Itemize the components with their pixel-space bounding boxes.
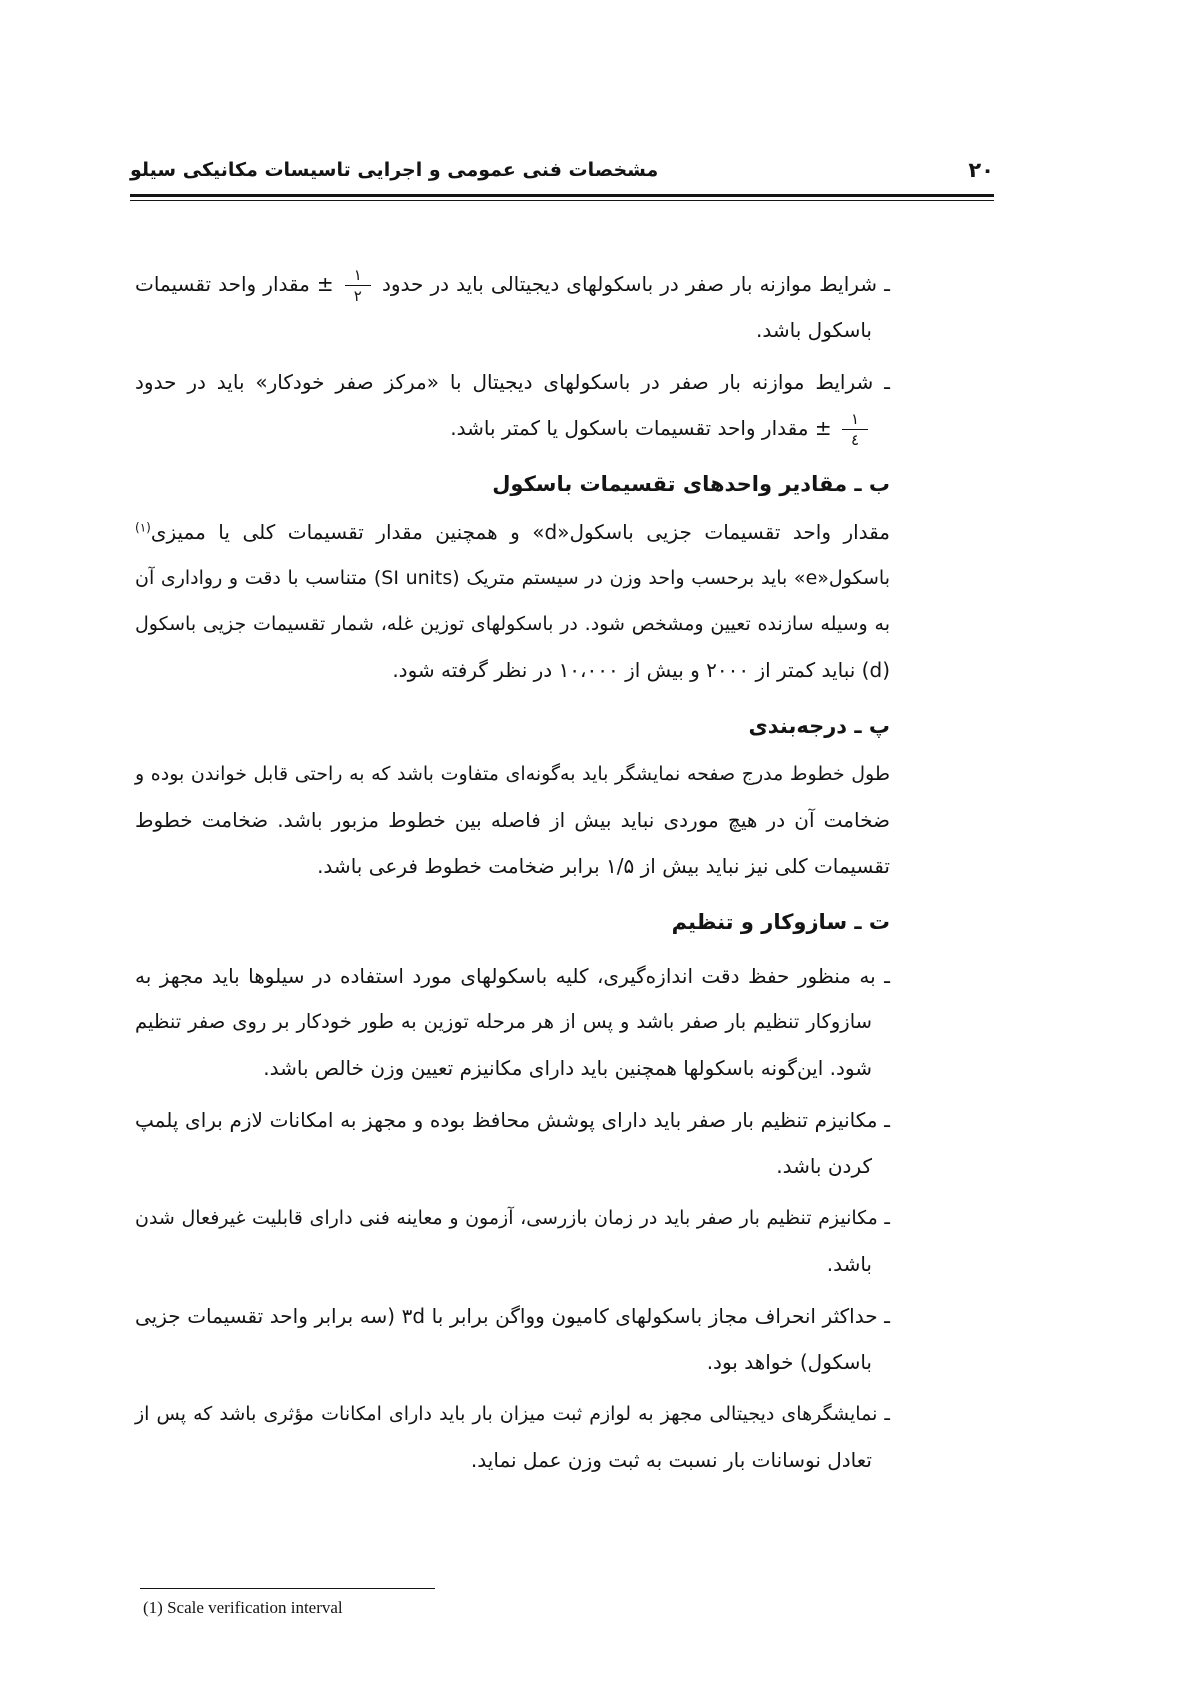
text-line: کردن باشد. (776, 1154, 872, 1178)
footnote-rule (140, 1588, 435, 1589)
line-text: ± مقدار واحد تقسیمات (135, 272, 334, 296)
text-line: باسکول) خواهد بود. (706, 1350, 872, 1374)
list-item (135, 1391, 890, 1483)
line-text: ± مقدار واحد تقسیمات باسکول یا کمتر باشد. (450, 416, 832, 440)
text-line: ـ حداکثر انحراف مجاز باسکولهای کامیون وواگن برابر با ۳d (سه برابر واحد تقسیمات جزیی (135, 1304, 890, 1328)
text-line: ـ نمایشگرهای دیجیتالی مجهز به لوازم ثبت میزان بار باید دارای امکانات مؤثری باشد که پس از (135, 1403, 890, 1425)
fraction-denominator: ٤ (850, 431, 859, 449)
list-item (135, 1195, 890, 1287)
fraction-numerator: ۱ (345, 267, 371, 287)
fraction (842, 411, 868, 449)
footnote-text: (1) Scale verification interval (143, 1598, 343, 1617)
list-item (135, 1293, 890, 1385)
list-item (135, 261, 890, 353)
text-line: باسکول«e» باید برحسب واحد وزن در سیستم متریک (SI units) متناسب با دقت و رواداری آن (135, 567, 890, 589)
running-title: مشخصات فنی عمومی و اجرایی تاسیسات مکانیکی سیلو (130, 159, 659, 181)
section-heading: پ ـ درجه‌بندی (748, 714, 890, 738)
paragraph (135, 509, 890, 693)
text-line: به وسیله سازنده تعیین ومشخص شود. در باسکولهای توزین غله، شمار تقسیمات جزیی باسکول (135, 613, 890, 635)
text-line: تعادل نوسانات بار نسبت به ثبت وزن عمل نماید. (470, 1448, 872, 1472)
text-line (135, 261, 890, 307)
text-line: شود. این‌گونه باسکولها همچنین باید دارای مکانیزم تعیین وزن خالص باشد. (263, 1056, 872, 1080)
text-line: ـ مکانیزم تنظیم بار صفر باید در زمان بازرسی، آزمون و معاینه فنی دارای قابلیت غیرفعال شدن (135, 1207, 890, 1229)
body-text (135, 261, 890, 1483)
fraction-numerator: ۱ (842, 411, 868, 431)
page-header (130, 150, 994, 190)
text-line (135, 405, 890, 451)
header-rule-thick (130, 194, 994, 197)
section-heading: ت ـ سازوکار و تنظیم (671, 910, 890, 934)
text-line: (d) نباید کمتر از ۲۰۰۰ و بیش از ۱۰،۰۰۰ در نظر گرفته شود. (392, 658, 890, 682)
fraction-denominator: ۲ (353, 287, 362, 305)
list-item (135, 1097, 890, 1189)
text-line: ـ به منظور حفظ دقت اندازه‌گیری، کلیه باسکولهای مورد استفاده در سیلوها باید مجهز به (135, 964, 890, 988)
header-rule-thin (130, 200, 994, 201)
text-line: باسکول باشد. (756, 318, 872, 342)
text-line: ـ مکانیزم تنظیم بار صفر باید دارای پوشش محافظ بوده و مجهز به امکانات لازم برای پلمپ (135, 1108, 890, 1132)
list-item (135, 953, 890, 1091)
page-number: ۲۰ (968, 158, 994, 182)
text-line: ضخامت آن در هیچ موردی نباید بیش از فاصله بین خطوط مزبور باشد. ضخامت خطوط (135, 808, 890, 832)
text-line: سازوکار تنظیم بار صفر باشد و پس از هر مرحله توزین به طور خودکار بر روی صفر تنظیم (135, 1010, 872, 1033)
list-item (135, 359, 890, 451)
section-heading: ب ـ مقادیر واحدهای تقسیمات باسکول (492, 472, 890, 496)
paragraph (135, 751, 890, 889)
text-line: طول خطوط مدرج صفحه نمایشگر باید به‌گونه‌ای متفاوت باشد که به راحتی قابل خواندن بوده و (135, 763, 890, 785)
text-line: باشد. (826, 1252, 872, 1276)
line-text: ـ شرایط موازنه بار صفر در باسکولهای دیجیتالی باید در حدود (381, 272, 891, 296)
footnote-marker: (۱) (135, 520, 151, 535)
text-line (135, 509, 890, 555)
line-text: مقدار واحد تقسیمات جزیی باسکول«d» و همچنین مقدار تقسیمات کلی یا ممیزی (150, 520, 890, 544)
text-line: ـ شرایط موازنه بار صفر در باسکولهای دیجیتال با «مرکز صفر خودکار» باید در حدود (135, 370, 890, 394)
fraction (345, 267, 371, 305)
text-line: تقسیمات کلی نیز نباید بیش از ۱/۵ برابر ضخامت خطوط فرعی باشد. (317, 854, 890, 878)
